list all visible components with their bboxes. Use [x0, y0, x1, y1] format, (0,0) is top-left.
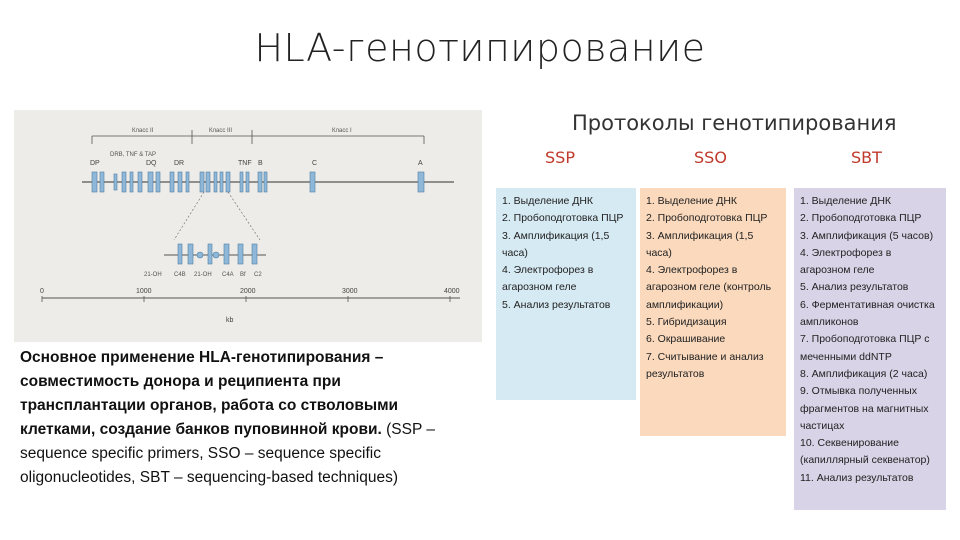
gene-label-b: B [258, 160, 263, 167]
region-label-class-i: Класс I [332, 128, 352, 134]
scale-tick-1000: 1000 [136, 288, 152, 295]
zoom-label-c2: C2 [254, 272, 262, 278]
scale-tick-2000: 2000 [240, 288, 256, 295]
protocol-step: 5. Анализ результатов [800, 281, 909, 294]
protocol-step: 2. Пробоподготовка ПЦР [502, 212, 624, 225]
protocol-step: 6. Ферментативная очистка ампликонов [800, 298, 935, 329]
protocol-step: 8. Амплификация (2 часа) [800, 367, 928, 380]
region-label-class-iii: Класс III [209, 128, 233, 134]
protocol-step: 4. Электрофорез в агарозном геле (контроль амплификации) [646, 264, 772, 311]
gene-label-dq: DQ [146, 160, 157, 167]
slide-title: HLA-генотипирование [254, 26, 706, 70]
protocol-step: 2. Пробоподготовка ПЦР [800, 212, 922, 225]
protocol-step: 5. Гибридизация [646, 316, 727, 329]
protocol-step: 4. Электрофорез в агарозном геле [800, 246, 892, 277]
protocol-step: 7. Считывание и анализ результатов [646, 350, 764, 380]
scale-unit: kb [226, 317, 234, 324]
zoom-label-c4b: C4B [174, 272, 186, 278]
caption-normal: (SSP – sequence specific primers, SSO – sequence specific oligonucleotides, SBT – sequencing-based techniques) [20, 421, 435, 486]
protocol-step: 1. Выделение ДНК [646, 195, 738, 207]
protocol-step: 2. Пробоподготовка ПЦР [646, 212, 768, 225]
protocol-step: 11. Анализ результатов [800, 471, 914, 484]
zoom-label-bf: Bf [240, 272, 246, 278]
protocol-column-sso [640, 188, 786, 436]
protocol-step: 5. Анализ результатов [502, 298, 611, 311]
column-header-ssp: SSP [545, 148, 575, 167]
hla-gene-map-figure [14, 110, 482, 342]
scale-tick-4000: 4000 [444, 288, 460, 295]
zoom-label-21oh-a: 21-OH [144, 272, 162, 278]
protocol-step: 4. Электрофорез в агарозном геле [502, 264, 594, 294]
gene-label-drb-tnf-tap: DRB, TNF & TAP [110, 152, 157, 158]
protocol-step: 1. Выделение ДНК [502, 195, 594, 207]
protocol-step: 7. Пробоподготовка ПЦР с меченными ddNTP [800, 333, 930, 363]
column-header-sbt: SBT [851, 148, 882, 167]
protocol-column-ssp [496, 188, 636, 400]
zoom-label-21oh-b: 21-OH [194, 272, 212, 278]
protocol-column-sbt [794, 188, 946, 510]
column-header-sso: SSO [694, 148, 727, 167]
protocol-step: 10. Секвенирование (капиллярный секвенатор) [800, 437, 930, 467]
hla-gene-map-diagram [14, 110, 482, 342]
gene-label-c: C [312, 160, 318, 167]
gene-label-dp: DP [90, 160, 100, 167]
gene-label-dr: DR [174, 160, 185, 167]
scale-tick-3000: 3000 [342, 288, 358, 295]
region-label-class-ii: Класс II [132, 128, 154, 134]
caption-bold: Основное применение HLA-генотипирования – совместимость донора и реципиента при трансплантации органов, работа со стволовыми клетками, создание банков пуповинной крови. [20, 349, 399, 438]
caption [20, 346, 460, 490]
protocol-step: 1. Выделение ДНК [800, 195, 892, 207]
protocol-step: 3. Амплификация (1,5 часа) [502, 229, 610, 259]
gene-label-a: A [418, 160, 423, 167]
protocols-title: Протоколы генотипирования [572, 111, 897, 135]
scale-tick-0: 0 [40, 288, 44, 295]
protocol-step: 3. Амплификация (1,5 часа) [646, 229, 754, 259]
zoom-label-c4a: C4A [222, 272, 234, 278]
gene-label-tnf: TNF [238, 160, 252, 167]
protocol-step: 9. Отмывка полученных фрагментов на магнитных частицах [800, 385, 929, 432]
protocol-step: 6. Окрашивание [646, 333, 726, 346]
protocol-step: 3. Амплификация (5 часов) [800, 229, 934, 242]
